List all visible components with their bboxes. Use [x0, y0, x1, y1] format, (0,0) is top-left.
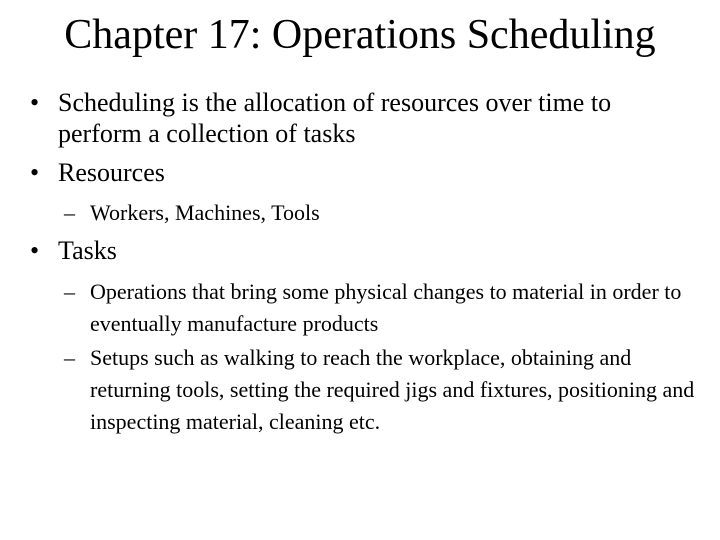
- bullet-mark: •: [30, 236, 40, 265]
- sub-bullet-setups: [64, 342, 710, 438]
- slide-title: Chapter 17: Operations Scheduling: [64, 12, 656, 58]
- sub-bullet-mark: –: [64, 200, 75, 225]
- bullet-mark: •: [30, 88, 40, 117]
- sub-bullet-mark: –: [64, 345, 75, 370]
- bullet-mark: •: [30, 158, 40, 187]
- sub-bullet-text: Setups such as walking to reach the workplace, obtaining and returning tools, setting the required jigs and fixtures, positioning and inspecting material, cleaning etc.: [90, 345, 695, 434]
- sub-bullet-text: Operations that bring some physical changes to material in order to eventually manufacture products: [90, 279, 682, 336]
- bullet-text: Scheduling is the allocation of resources over time to perform a collection of tasks: [58, 88, 612, 148]
- bullet-tasks: [30, 235, 698, 266]
- bullet-scheduling-definition: [30, 87, 698, 149]
- sub-bullet-text: Workers, Machines, Tools: [90, 200, 320, 225]
- bullet-text: Tasks: [58, 236, 117, 265]
- bullet-resources: [30, 157, 698, 188]
- bullet-text: Resources: [58, 158, 165, 187]
- sub-bullet-resources-list: [64, 197, 710, 229]
- sub-bullet-operations: [64, 276, 710, 340]
- sub-bullet-mark: –: [64, 279, 75, 304]
